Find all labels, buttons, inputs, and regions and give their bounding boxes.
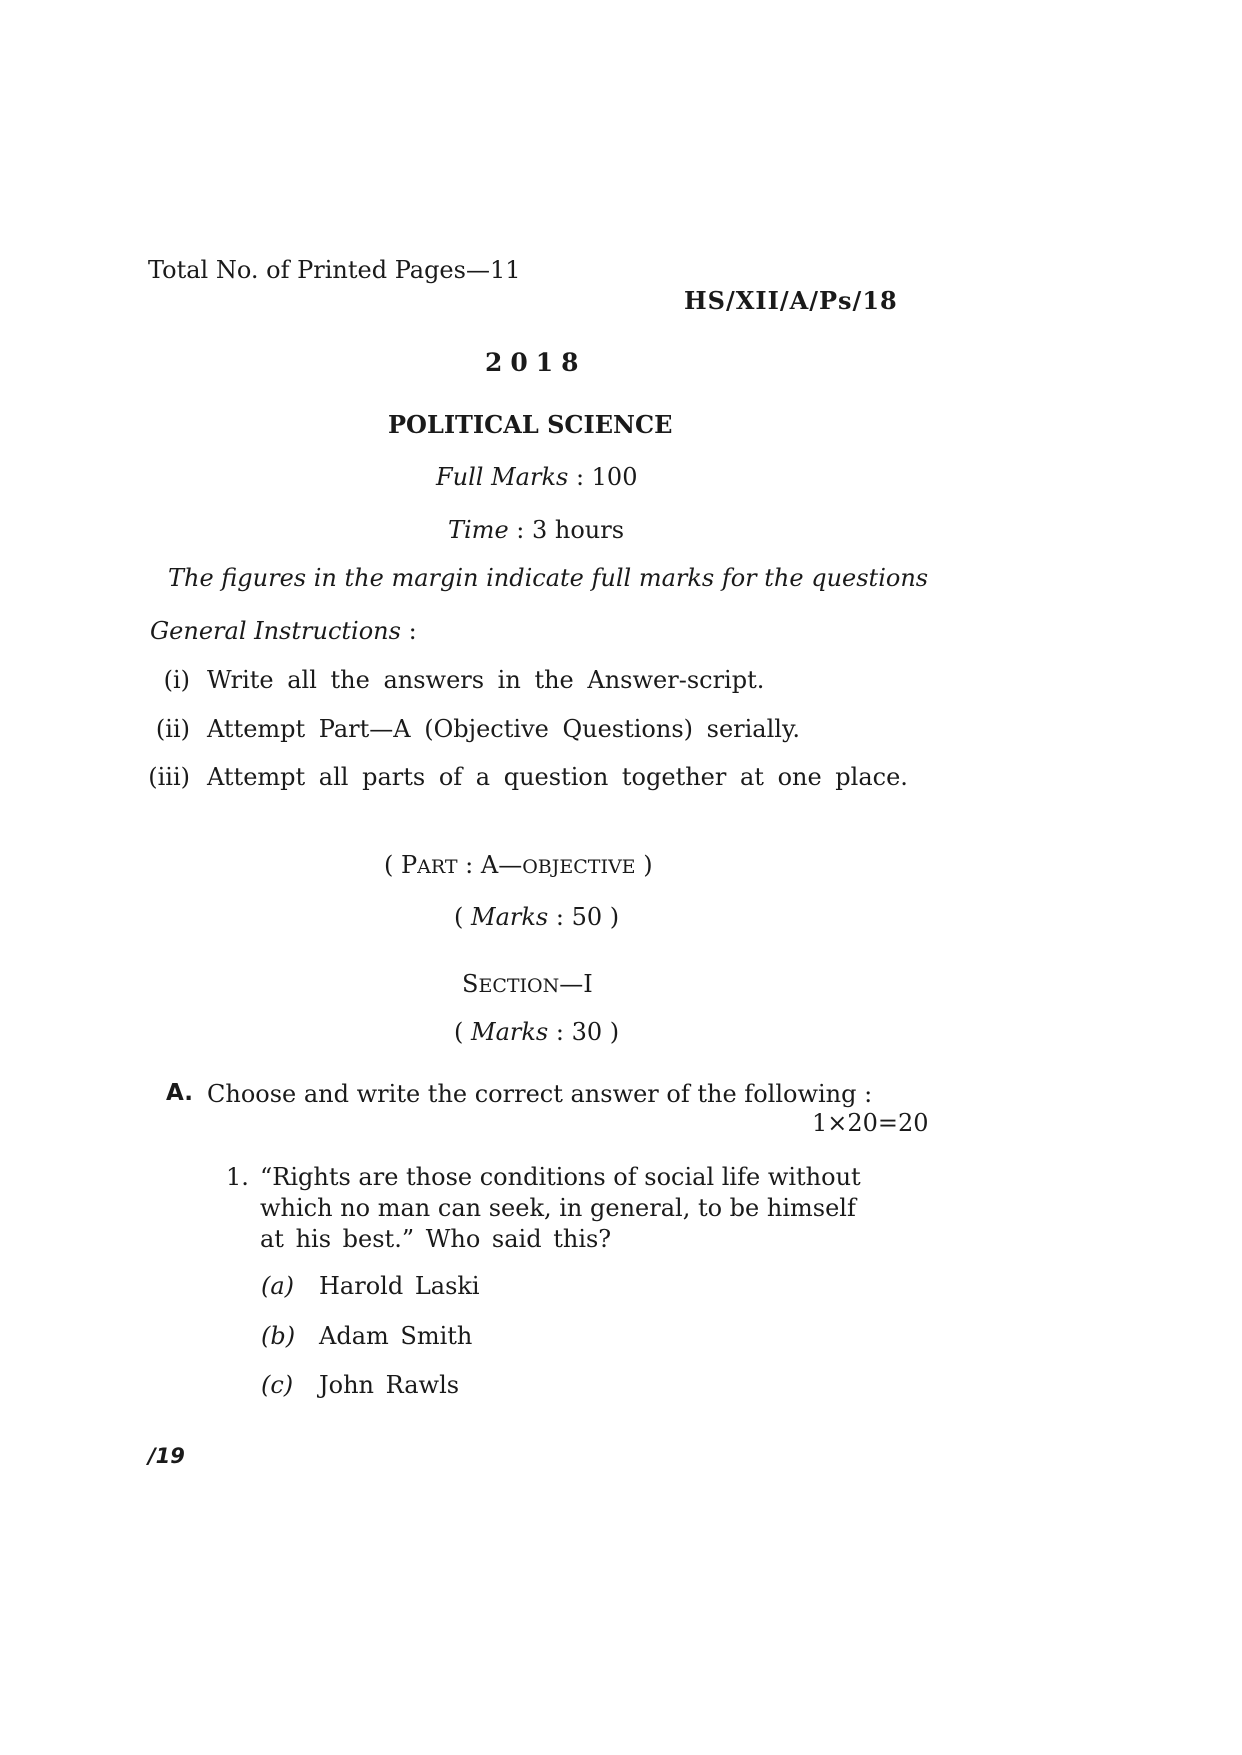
part-open: ( — [384, 851, 401, 879]
part-close: ) — [635, 851, 653, 879]
question-1-line: “Rights are those conditions of social life without — [260, 1163, 861, 1191]
section-ection: ECTION — [478, 975, 560, 997]
part-p: P — [401, 851, 418, 879]
general-instructions-heading — [150, 617, 417, 645]
option-b-label: (b) — [261, 1322, 296, 1350]
time-label: Time — [448, 516, 509, 544]
section-marks-open: ( — [454, 1018, 471, 1046]
instruction-number: (ii) — [155, 715, 190, 743]
part-art: ART — [417, 856, 458, 878]
instruction-text: Attempt Part—A (Objective Questions) serially. — [207, 715, 800, 743]
question-a-marks: 1×20=20 — [812, 1109, 929, 1137]
full-marks-label: Full Marks — [436, 463, 569, 491]
paper-code: HS/XII/A/Ps/18 — [684, 286, 898, 315]
option-b-text: Adam Smith — [319, 1322, 473, 1350]
part-objective: OBJECTIVE — [522, 856, 636, 878]
exam-year: 2018 — [485, 348, 587, 377]
section-suffix: —I — [559, 970, 593, 998]
question-a-text: Choose and write the correct answer of the following : — [207, 1080, 873, 1108]
full-marks — [436, 463, 637, 491]
section-heading — [462, 970, 593, 998]
instruction-text: Write all the answers in the Answer-script. — [207, 666, 765, 694]
question-a-label: A. — [166, 1080, 193, 1106]
exam-time — [448, 516, 624, 544]
instruction-number: (iii) — [148, 763, 190, 791]
instruction-text: Attempt all parts of a question together at one place. — [207, 763, 908, 791]
part-marks-open: ( — [454, 903, 471, 931]
section-marks-label: Marks — [471, 1018, 549, 1046]
part-marks-label: Marks — [471, 903, 549, 931]
page-footer-ref: /19 — [148, 1444, 185, 1468]
option-a-text: Harold Laski — [319, 1272, 480, 1300]
option-c-label: (c) — [261, 1371, 294, 1399]
section-marks-value: : 30 ) — [548, 1018, 620, 1046]
subject-title: POLITICAL SCIENCE — [388, 410, 673, 439]
full-marks-value: : 100 — [568, 463, 638, 491]
instruction-number: (i) — [163, 666, 190, 694]
time-value: : 3 hours — [508, 516, 625, 544]
part-heading — [384, 851, 653, 879]
part-colon: : A— — [457, 851, 523, 879]
general-instructions-label: General Instructions — [150, 617, 401, 645]
general-instructions-colon: : — [400, 617, 417, 645]
part-marks-value: : 50 ) — [548, 903, 620, 931]
option-a-label: (a) — [261, 1272, 295, 1300]
question-1-line: at his best.” Who said this? — [260, 1225, 612, 1253]
part-marks — [454, 903, 619, 931]
question-1-line: which no man can seek, in general, to be himself — [260, 1194, 856, 1222]
section-s: S — [462, 970, 479, 998]
section-marks — [454, 1018, 619, 1046]
question-1-number: 1. — [226, 1163, 249, 1191]
option-c-text: John Rawls — [319, 1371, 460, 1399]
total-printed-pages: Total No. of Printed Pages—11 — [148, 256, 521, 284]
figures-note: The figures in the margin indicate full marks for the questions — [168, 564, 929, 592]
